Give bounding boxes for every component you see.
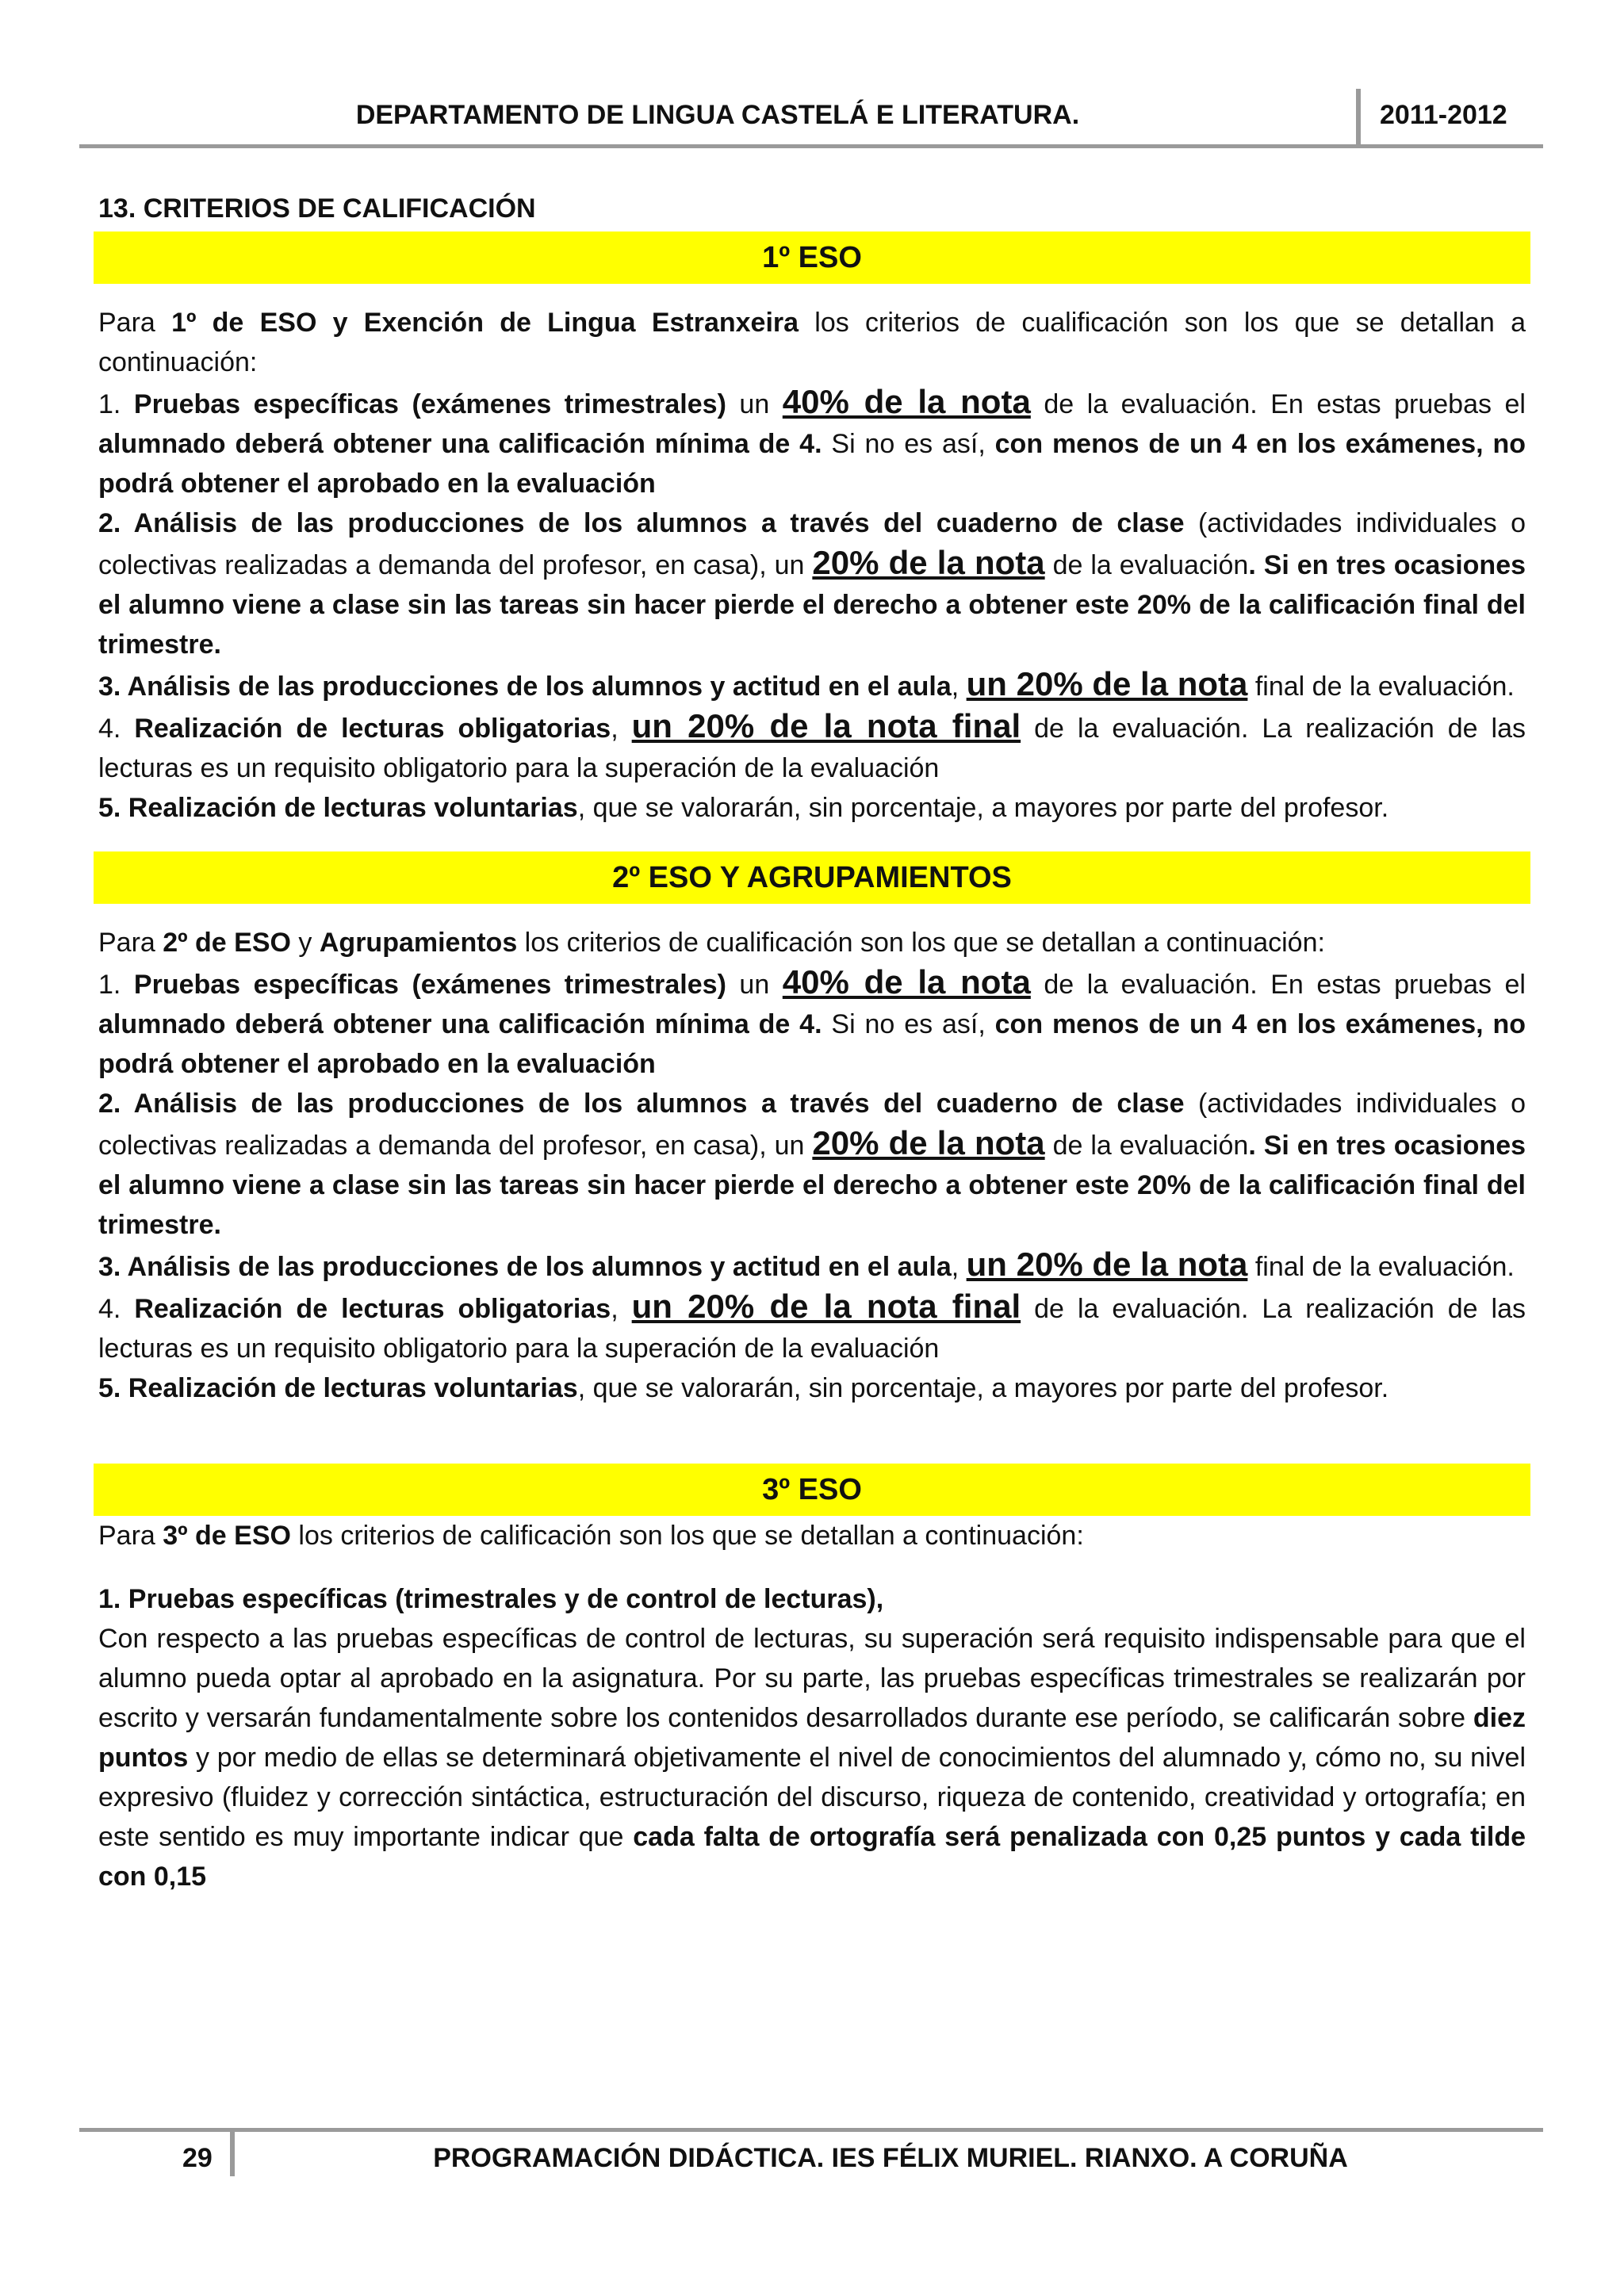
percentage-highlight: 40% de la nota xyxy=(782,383,1031,420)
criterion-5: 5. Realización de lecturas voluntarias, que se valorarán, sin porcentaje, a mayores por parte del profesor. xyxy=(98,793,1389,823)
page-header xyxy=(79,89,1543,148)
section-bar-1-eso: 1º ESO xyxy=(94,232,1530,284)
school-year: 2011-2012 xyxy=(1380,100,1507,130)
footer-divider xyxy=(230,2132,235,2176)
criterion-2: 2. Análisis de las producciones de los alumnos a través del cuaderno de clase (actividades individuales o colectivas realizadas a demanda del profesor, en casa), un 20% de la nota de la evaluación. Si en tres ocasiones el alumno viene a clase sin las tareas sin hacer pierde el derecho a obtener este 20% de la calificación final del trimestre. xyxy=(98,1089,1526,1240)
section-title: 13. CRITERIOS DE CALIFICACIÓN xyxy=(98,193,536,224)
criterion-5: 5. Realización de lecturas voluntarias, que se valorarán, sin porcentaje, a mayores por parte del profesor. xyxy=(98,1373,1389,1403)
intro-paragraph: Para 3º de ESO los criterios de calificación son los que se detallan a continuación: xyxy=(98,1521,1084,1551)
section-bar-3-eso: 3º ESO xyxy=(94,1464,1530,1516)
document-body xyxy=(98,189,1526,1896)
criterion-1-body: Con respecto a las pruebas específicas de control de lecturas, su superación será requisito indispensable para que el alumno pueda optar al aprobado en la asignatura. Por su parte, las pruebas específicas trimestrales se realizarán por escrito y versarán fundamentalmente sobre los contenidos desarrollados durante ese período, se calificarán sobre diez puntos y por medio de ellas se determinará objetivamente el nivel de conocimientos del alumnado y, cómo no, su nivel expresivo (fluidez y corrección sintáctica, estructuración del discurso, riqueza de contenido, creatividad y ortografía; en este sentido es muy importante indicar que cada falta de ortografía será penalizada con 0,25 puntos y cada tilde con 0,15 xyxy=(98,1624,1526,1892)
criterion-2: 2. Análisis de las producciones de los alumnos a través del cuaderno de clase (actividades individuales o colectivas realizadas a demanda del profesor, en casa), un 20% de la nota de la evaluación. Si en tres ocasiones el alumno viene a clase sin las tareas sin hacer pierde el derecho a obtener este 20% de la calificación final del trimestre. xyxy=(98,508,1526,660)
percentage-highlight: un 20% de la nota xyxy=(966,1246,1248,1283)
criterion-4: 4. Realización de lecturas obligatorias, un 20% de la nota final de la evaluación. La realización de las lecturas es un requisito obligatorio para la superación de la evaluación xyxy=(98,707,1526,783)
section-bar-2-eso: 2º ESO Y AGRUPAMIENTOS xyxy=(94,851,1530,904)
criterion-3: 3. Análisis de las producciones de los alumnos y actitud en el aula, un 20% de la nota final de la evaluación. xyxy=(98,665,1515,702)
percentage-highlight: un 20% de la nota final xyxy=(631,707,1021,744)
department-title: DEPARTAMENTO DE LINGUA CASTELÁ E LITERATURA. xyxy=(355,100,1080,130)
criterion-1: 1. Pruebas específicas (exámenes trimestrales) un 40% de la nota de la evaluación. En estas pruebas el alumnado deberá obtener una calificación mínima de 4. Si no es así, con menos de un 4 en los exámenes, no podrá obtener el aprobado en la evaluación xyxy=(98,963,1526,1079)
header-divider xyxy=(1356,89,1361,147)
page-footer xyxy=(79,2128,1543,2179)
criterion-3: 3. Análisis de las producciones de los alumnos y actitud en el aula, un 20% de la nota final de la evaluación. xyxy=(98,1246,1515,1283)
criterion-1: 1. Pruebas específicas (exámenes trimestrales) un 40% de la nota de la evaluación. En estas pruebas el alumnado deberá obtener una calificación mínima de 4. Si no es así, con menos de un 4 en los exámenes, no podrá obtener el aprobado en la evaluación xyxy=(98,383,1526,499)
intro-paragraph: Para 1º de ESO y Exención de Lingua Estranxeira los criterios de cualificación son los que se detallan a continuación: xyxy=(98,308,1526,377)
percentage-highlight: 20% de la nota xyxy=(812,544,1045,581)
footer-text: PROGRAMACIÓN DIDÁCTICA. IES FÉLIX MURIEL. RIANXO. A CORUÑA xyxy=(433,2143,1348,2173)
criterion-1-title: 1. Pruebas específicas (trimestrales y de control de lecturas), xyxy=(98,1584,884,1614)
percentage-highlight: un 20% de la nota final xyxy=(631,1288,1021,1325)
percentage-highlight: 40% de la nota xyxy=(782,963,1031,1001)
percentage-highlight: un 20% de la nota xyxy=(966,665,1248,702)
percentage-highlight: 20% de la nota xyxy=(812,1124,1045,1161)
intro-paragraph: Para 2º de ESO y Agrupamientos los criterios de cualificación son los que se detallan a continuación: xyxy=(98,928,1325,958)
page-number: 29 xyxy=(182,2143,213,2173)
criterion-4: 4. Realización de lecturas obligatorias, un 20% de la nota final de la evaluación. La realización de las lecturas es un requisito obligatorio para la superación de la evaluación xyxy=(98,1288,1526,1364)
